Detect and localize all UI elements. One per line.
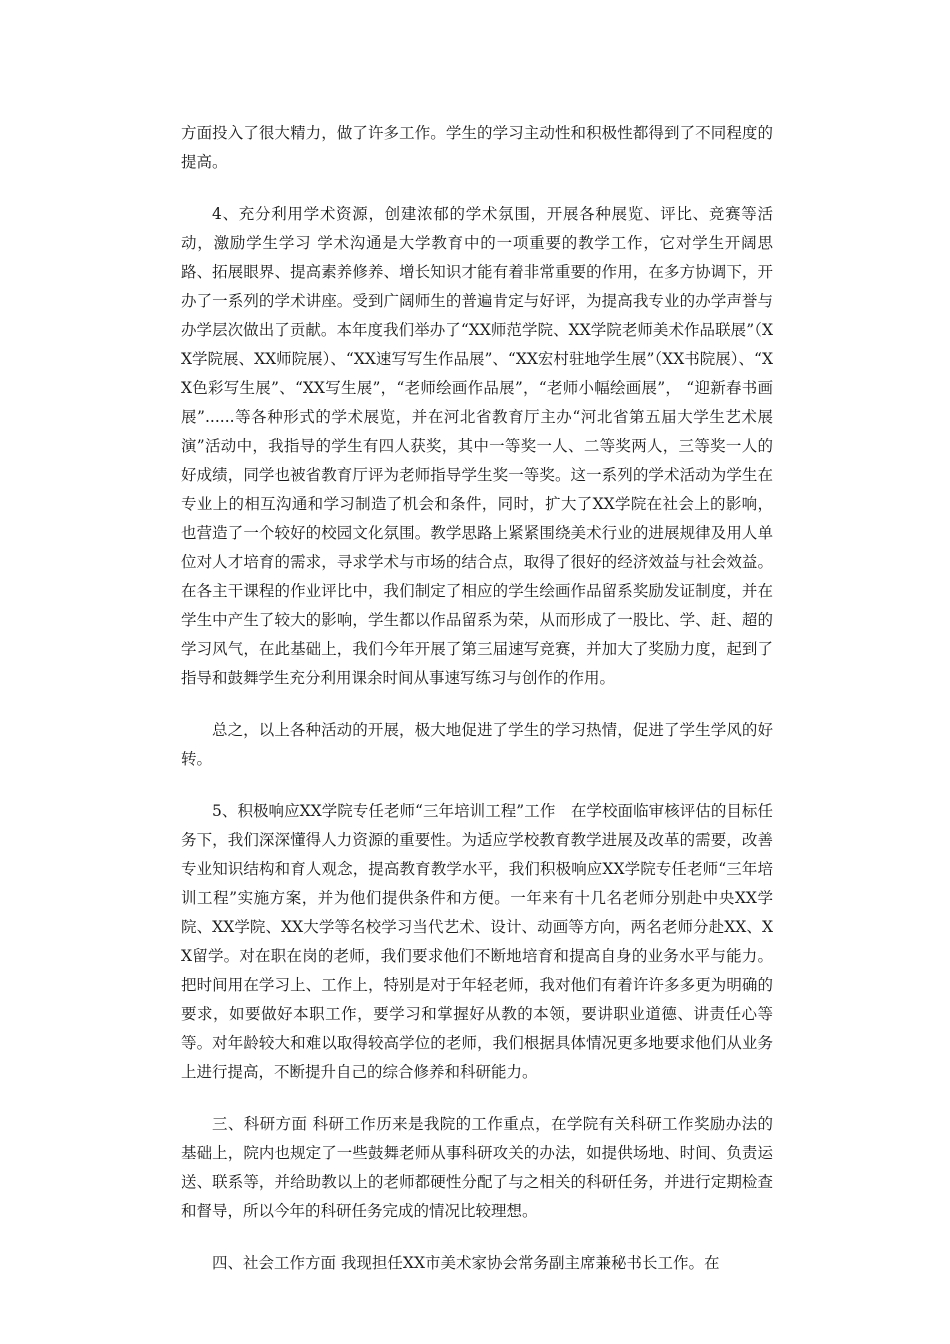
paragraph-academic-activities: 4、充分利用学术资源，创建浓郁的学术氛围，开展各种展览、评比、竞赛等活动，激励学生学习 学术沟通是大学教育中的一项重要的教学工作，它对学生开阔思路、拓展眼界、提高素养修养、增长知识才能有着非常重要的作用，在多方协调下，开办了一系列的学术讲座。受到广阔师生的普遍肯定与好评，为提高我专业的办学声誉与办学层次做出了贡献。本年度我们举办了“XX师范学院、XX学院老师美术作品联展”（XX学院展、XX师院展）、“XX速写写生作品展”、“XX宏村驻地学生展”（XX书院展）、“XX色彩写生展”、“XX写生展”，“老师绘画作品展”，“老师小幅绘画展”， “迎新春书画展”......等各种形式的学术展览，并在河北省教育厅主办“河北省第五届大学生艺术展演”活动中，我指导的学生有四人获奖，其中一等奖一人、二等奖两人，三等奖一人的好成绩，同学也被省教育厅评为老师指导学生奖一等奖。这一系列的学术活动为学生在专业上的相互沟通和学习制造了机会和条件，同时，扩大了XX学院在社会上的影响，也营造了一个较好的校园文化氛围。教学思路上紧紧围绕美术行业的进展规律及用人单位对人才培育的需求，寻求学术与市场的结合点，取得了很好的经济效益与社会效益。在各主干课程的作业评比中，我们制定了相应的学生绘画作品留系奖励发证制度，并在学生中产生了较大的影响，学生都以作品留系为荣，从而形成了一股比、学、赶、超的学习风气，在此基础上，我们今年开展了第三届速写竞赛，并加大了奖励力度，起到了指导和鼓舞学生充分利用课余时间从事速写练习与创作的作用。 [181, 205, 773, 687]
document-page [181, 119, 773, 1301]
paragraph-research: 三、科研方面 科研工作历来是我院的工作重点，在学院有关科研工作奖励办法的基础上，院内也规定了一些鼓舞老师从事科研攻关的办法，如提供场地、时间、负责运送、联系等，并给助教以上的老师都硬性分配了与之相关的科研任务，并进行定期检查和督导，所以今年的科研任务完成的情况比较理想。 [181, 1115, 773, 1220]
paragraph-summary: 总之，以上各种活动的开展，极大地促进了学生的学习热情，促进了学生学风的好转。 [181, 721, 773, 768]
paragraph-social-work: 四、社会工作方面 我现担任XX市美术家协会常务副主席兼秘书长工作。在 [212, 1254, 720, 1272]
paragraph-teacher-training: 5、积极响应XX学院专任老师“三年培训工程”工作 在学校面临审核评估的目标任务下，我们深深懂得人力资源的重要性。为适应学校教育教学进展及改革的需要，改善专业知识结构和育人观念，提高教育教学水平，我们积极响应XX学院专任老师“三年培训工程”实施方案，并为他们提供条件和方便。一年来有十几名老师分别赴中央XX学院、XX学院、XX大学等名校学习当代艺术、设计、动画等方向，两名老师分赴XX、XX留学。对在职在岗的老师，我们要求他们不断地培育和提高自身的业务水平与能力。把时间用在学习上、工作上，特别是对于年轻老师，我对他们有着许许多多更为明确的要求，如要做好本职工作，要学习和掌握好从教的本领，要讲职业道德、讲责任心等等。对年龄较大和难以取得较高学位的老师，我们根据具体情况更多地要求他们从业务上进行提高，不断提升自己的综合修养和科研能力。 [181, 802, 773, 1081]
paragraph-continuation: 方面投入了很大精力，做了许多工作。学生的学习主动性和积极性都得到了不同程度的提高。 [181, 124, 773, 171]
